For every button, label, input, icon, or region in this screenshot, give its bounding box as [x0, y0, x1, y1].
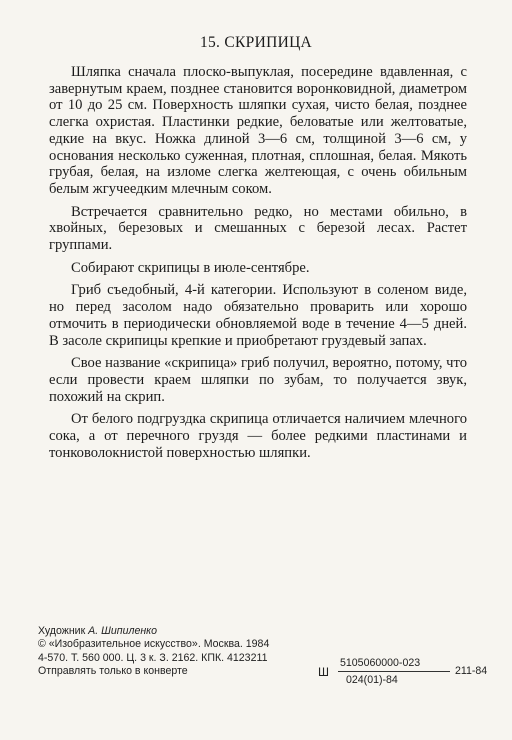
- paragraph-name-origin: Свое название «скрипица» гриб получил, вероятно, потому, что если провести краем шляпки по зубам, то получается звук, похожий на скрип.: [49, 355, 467, 405]
- index-numerator: 5105060000-023: [340, 657, 421, 669]
- catalog-index: [318, 657, 488, 687]
- paragraph-habitat: Встречается сравнительно редко, но местами обильно, в хвойных, березовых и смешанных с березой лесах. Растет группами.: [49, 203, 467, 254]
- artist-prefix: Художник: [38, 625, 89, 637]
- paragraph-description: Шляпка сначала плоско-выпуклая, посередине вдавленная, с завернутым краем, позднее становится воронковидной, диаметром от 10 до 25 см. Поверхность шляпки сухая, чисто белая, позднее слегка охристая. Пластинки редкие, беловатые или желтоватые, едкие на вкус. Ножка длиной 3—6 см, толщиной 3—6 см, у основания несколько суженная, плотная, сплошная, белая. Мякоть грубая, белая, на изломе слегка желтеющая, с очень обильным белым жгучеедким млечным соком.: [49, 64, 467, 197]
- mailing-note: Отправлять только в конверте: [38, 664, 188, 677]
- index-letter: Ш: [318, 665, 329, 679]
- paragraph-season: Собирают скрипицы в июле-сентябре.: [71, 259, 310, 276]
- index-fraction-line: [338, 671, 450, 672]
- paragraph-edibility: Гриб съедобный, 4-й категории. Используют в соленом виде, но перед засолом надо обязательно проварить или хорошо отмочить в периодически обновляемой воде в течение 4—5 дней. В засоле скрипицы крепкие и приобретают груздевый запах.: [49, 282, 467, 349]
- page-title: 15. СКРИПИЦА: [199, 34, 313, 51]
- artist-name: А. Шипиленко: [88, 625, 158, 637]
- publisher-line: © «Изобразительное искусство». Москва. 1984: [38, 638, 270, 651]
- print-info-line: 4-570. Т. 560 000. Ц. 3 к. З. 2162. КПК. 4123211: [38, 651, 268, 664]
- index-right-code: 211-84: [455, 665, 488, 677]
- article-body: [49, 64, 467, 461]
- index-denominator: 024(01)-84: [346, 674, 398, 686]
- artist-line: [38, 625, 269, 638]
- paragraph-distinction: От белого подгруздка скрипица отличается наличием млечного сока, а от перечного груздя — более редкими пластинами и тонковолокнистой поверхностью шляпки.: [49, 411, 467, 461]
- imprint-credits: [38, 625, 269, 678]
